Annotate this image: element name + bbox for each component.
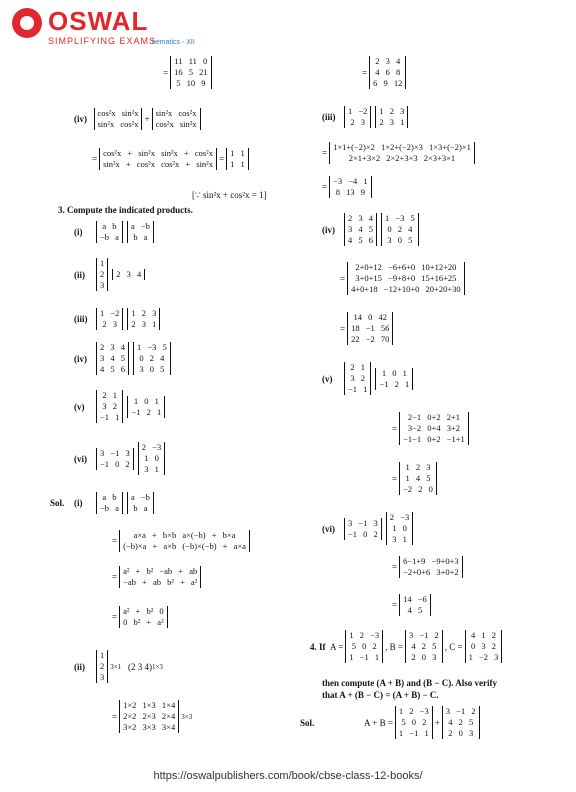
matrix <box>138 442 165 475</box>
matrix-row-text: −2 2 0 <box>403 484 433 494</box>
solution-step: = 6−1+9 −9+0+3 −2+0+6 3+0+2 <box>392 556 465 578</box>
solution-step: = 14 −6 4 5 <box>392 594 433 616</box>
matrix-row-text: 2 <box>100 269 105 279</box>
matrix-row: = 2 3 4 4 6 8 6 9 12 <box>362 56 408 89</box>
solution-label: Sol. <box>50 498 65 508</box>
matrix-row-text: 3 1 <box>392 534 407 544</box>
matrix <box>347 312 393 345</box>
matrix-row-text: 3 <box>100 672 105 682</box>
matrix <box>96 492 123 514</box>
solution-i <box>50 492 156 514</box>
matrix-row-text: b a <box>133 503 148 513</box>
matrix-row-text: 2 1 <box>102 390 118 400</box>
matrix-row-text: 1 2 3 <box>131 308 157 318</box>
matrix <box>405 630 443 663</box>
matrix <box>96 308 123 330</box>
matrix-row-text: 0 2 4 <box>387 224 413 234</box>
brand-name: OSWAL <box>48 6 149 36</box>
solution-step: = 14 0 42 18 −1 56 22 −2 70 <box>340 312 395 345</box>
matrix-row-text: −1 2 1 <box>379 378 410 389</box>
matrix-row-text: 3 −1 2 <box>445 706 476 716</box>
matrix-row-text: cos²x sin²x <box>155 119 197 129</box>
part-label: (v) <box>322 373 333 384</box>
matrix-row-text: 2 −3 <box>141 442 162 452</box>
matrix-row-text: 2 <box>100 661 105 671</box>
matrix-row-text: 5 0 2 <box>351 641 377 651</box>
matrix-row-text: −2+0+6 3+0+2 <box>403 567 459 577</box>
order-label: 1×3 <box>151 662 163 671</box>
matrix-row-text: a² + b² 0 <box>123 606 164 616</box>
matrix-row-text: a −b <box>130 492 150 502</box>
matrix-row-text: 2 1 <box>350 362 366 372</box>
matrix-row-text: 1 0 1 <box>381 367 407 378</box>
matrix-row-text: 0 2 4 <box>139 353 165 363</box>
matrix-row-text: 2 3 <box>102 319 118 329</box>
matrix <box>465 630 503 663</box>
matrix-row-text: 3 0 5 <box>139 364 165 374</box>
matrix-row-text: 2 −3 <box>389 512 410 522</box>
part-label: (vi) <box>74 453 87 464</box>
iii-expression <box>322 106 410 128</box>
matrix <box>96 258 108 291</box>
brand-tagline: SIMPLIFYING EXAMS <box>48 36 157 46</box>
matrix-row-text: 4 6 8 <box>375 67 401 77</box>
matrix <box>226 148 249 170</box>
matrix <box>152 108 201 130</box>
matrix-row-text: 1 −1 1 <box>349 652 380 662</box>
matrix <box>329 176 372 198</box>
matrix-row-text: 8 13 9 <box>335 187 365 197</box>
order-label: 3×3 <box>181 712 193 721</box>
matrix-row-text: 22 −2 70 <box>351 334 390 344</box>
matrix <box>94 108 143 130</box>
matrix-row-text: 2+0+12 −6+6+0 10+12+20 <box>355 262 457 272</box>
matrix-row-text: −1−1 0+2 −1+1 <box>403 434 465 444</box>
matrix-row-text: sin²x + cos²x cos²x + sin²x <box>103 159 213 169</box>
publisher-logo <box>6 6 226 46</box>
matrix-row-text: 1×2 1×3 1×4 <box>123 700 176 710</box>
matrix <box>347 262 465 295</box>
matrix-row-text: 1 1 <box>230 148 245 158</box>
matrix <box>345 630 383 663</box>
matrix-row-text: cos²x sin²x <box>97 108 139 118</box>
matrix-row-text: 4 2 5 <box>411 641 437 651</box>
matrix-row-text: 2 3 <box>350 117 366 127</box>
matrix <box>399 556 463 578</box>
logo-mark-icon <box>12 8 42 38</box>
matrix <box>96 221 123 243</box>
matrix-row-text: a −b <box>130 221 150 231</box>
matrix-row-text: 2 3 4 <box>116 269 142 279</box>
matrix-row-text: 3 4 5 <box>348 224 373 234</box>
matrix <box>375 368 413 390</box>
matrix-row-text: a² + b² −ab + ab <box>123 566 198 576</box>
matrix-row-text: 2−1 0+2 2+1 <box>407 412 460 422</box>
matrix-row-text: 2 3 1 <box>131 319 157 329</box>
matrix-row-text: 5 0 2 <box>401 717 427 727</box>
matrix-row-text: 3 2 <box>350 373 366 383</box>
matrix-row-text: 1 4 5 <box>405 473 431 483</box>
matrix-row-text: a b <box>102 221 117 231</box>
part-label: (ii) <box>74 269 85 280</box>
part-label: (iii) <box>74 314 88 324</box>
matrix <box>96 342 129 375</box>
matrix <box>386 512 413 545</box>
question-part <box>74 390 167 423</box>
matrix <box>112 269 145 280</box>
matrix <box>99 148 217 170</box>
solution-step: = 1×2 1×3 1×4 2×2 2×3 2×4 3×2 3×3 3×4 3×3 <box>112 700 193 732</box>
row-vector: (2 3 4) <box>127 661 152 672</box>
matrix <box>127 221 154 243</box>
matrix-name: A = <box>330 641 344 652</box>
matrix-row-text: 2×2 2×3 2×4 <box>123 711 176 721</box>
solution-ii <box>74 650 163 683</box>
matrix-row-text: 3−2 0+4 3+2 <box>407 423 460 433</box>
matrix <box>395 706 433 739</box>
matrix-row-text: cos²x + sin²x sin²x + cos²x <box>103 148 213 158</box>
matrix-row-text: 3 4 5 <box>100 353 125 363</box>
matrix-name: , C = <box>444 641 463 652</box>
matrix-row-text: 1 2 3 <box>405 462 431 472</box>
matrix-row-text: 4 5 6 <box>348 235 373 245</box>
matrix <box>127 492 154 514</box>
matrix-row-text: 1 2 3 <box>379 106 405 116</box>
matrix-row-text: 5 10 9 <box>176 78 206 88</box>
matrix-row-text: −b a <box>100 232 119 242</box>
matrix <box>127 308 160 330</box>
matrix-name: , B = <box>385 641 403 652</box>
matrix-row-text: 3 <box>100 280 105 290</box>
matrix <box>119 700 179 733</box>
part-label: (ii) <box>74 661 85 672</box>
matrix-row-text: 1 −2 <box>348 106 368 116</box>
solution-4: Sol. A + B = 1 2 −3 5 0 2 1 −1 1 + 3 −1 2 4 2 5 2 0 3 <box>300 706 482 739</box>
matrix-row-text: 3+0+15 −9+8+0 15+16+25 <box>355 273 457 283</box>
question-part <box>74 308 162 330</box>
matrix-row-text: 0 3 2 <box>471 641 497 651</box>
iv-expression <box>322 213 421 246</box>
matrix <box>119 606 168 628</box>
part-label: (i) <box>74 227 83 237</box>
matrix-row-text: 1×1+(−2)×2 1×2+(−2)×3 1×3+(−2)×1 <box>333 142 471 152</box>
matrix-row-text: 6 9 12 <box>373 78 403 88</box>
matrix-row-text: sin²x cos²x <box>155 108 197 118</box>
vi-expression <box>322 512 415 545</box>
matrix <box>119 566 201 588</box>
matrix-row-text: 14 −6 <box>403 594 427 604</box>
matrix-row-text: 1 −3 5 <box>385 213 415 223</box>
solution-step: = 2+0+12 −6+6+0 10+12+20 3+0+15 −9+8+0 15+16+25 4+0+18 −12+10+0 20+20+30 <box>340 262 467 295</box>
part-label: (iii) <box>322 112 336 122</box>
iv-result: = cos²x + sin²x sin²x + cos²x sin²x + cos²x cos²x + sin²x = 1 1 1 1 <box>92 148 251 170</box>
matrix-row-text: b a <box>133 232 148 242</box>
part-label: (v) <box>74 401 85 412</box>
matrix-row-text: 14 0 42 <box>353 312 387 322</box>
part-label: (iv) <box>74 353 87 364</box>
question-3: 3. Compute the indicated products. <box>58 205 193 215</box>
matrix <box>133 342 171 375</box>
matrix-row-text: 2×1+3×2 2×2+3×3 2×3+3×1 <box>348 153 456 163</box>
matrix-row-text: 4+0+18 −12+10+0 20+20+30 <box>351 284 461 294</box>
matrix <box>119 530 250 552</box>
matrix-row-text: −1 1 <box>100 412 120 422</box>
iv-expression: (iv) cos²x sin²x sin²x cos²x + sin²x cos²x cos²x sin²x <box>74 108 203 130</box>
matrix-row-text: −1 2 1 <box>131 406 162 417</box>
matrix-row-text: 4 2 5 <box>448 717 474 727</box>
footer-url: https://oswalpublishers.com/book/cbse-class-12-books/ <box>153 770 423 782</box>
question-4 <box>310 630 504 663</box>
matrix-row-text: 1 <box>100 258 105 268</box>
matrix <box>344 518 382 540</box>
solution-step: = a² + b² 0 0 b² + a² <box>112 606 170 628</box>
matrix-row-text: 2 0 3 <box>411 652 437 662</box>
question-label: 4. If <box>310 641 326 652</box>
part-label: (vi) <box>322 523 335 534</box>
matrix-row-text: 3×2 3×3 3×4 <box>123 722 176 732</box>
matrix <box>127 396 165 418</box>
matrix <box>375 106 408 128</box>
part-label: (iv) <box>74 114 87 124</box>
matrix <box>399 412 469 445</box>
matrix-row-text: 2 3 1 <box>379 117 405 127</box>
matrix-row-text: 1 −3 5 <box>137 342 167 352</box>
matrix <box>96 448 134 470</box>
solution-step: = a×a + b×b a×(−b) + b×a (−b)×a + a×b (−b)×(−b) + a×a <box>112 530 252 552</box>
matrix-row-text: 18 −1 56 <box>351 323 390 333</box>
matrix-row-text: 1 2 −3 <box>398 706 429 716</box>
matrix <box>329 142 475 164</box>
matrix-row-text: 1 2 −3 <box>349 630 380 640</box>
matrix-row-text: −1 0 2 <box>100 458 130 469</box>
question-part <box>74 221 156 243</box>
matrix <box>344 362 371 395</box>
matrix-row-text: 3 2 <box>102 401 118 411</box>
matrix-row-text: 3 −1 3 <box>348 517 378 528</box>
solution-step: = 1 2 3 1 4 5 −2 2 0 <box>392 462 439 495</box>
solution-step: = a² + b² −ab + ab −ab + ab b² + a² <box>112 566 203 588</box>
matrix-row-text: 3 0 5 <box>387 235 413 245</box>
matrix-row-text: 4 1 2 <box>471 630 497 640</box>
matrix-row-text: −1 0 2 <box>348 528 378 539</box>
matrix-row-text: −ab + ab b² + a² <box>123 577 198 587</box>
matrix-row-text: 3 −1 2 <box>408 630 439 640</box>
matrix-row-text: 3 1 <box>144 464 159 474</box>
question-4-text: that A + (B − C) = (A + B) − C. <box>322 690 439 700</box>
matrix <box>399 462 437 495</box>
part-label: (i) <box>74 498 83 508</box>
matrix-row-text: a×a + b×b a×(−b) + b×a <box>133 530 236 540</box>
question-4-text: then compute (A + B) and (B − C). Also verify <box>322 678 498 688</box>
solution-step: = −3 −4 1 8 13 9 <box>322 176 374 198</box>
matrix-row-text: 2 3 4 <box>100 342 125 352</box>
matrix-row-text: −3 −4 1 <box>333 176 368 186</box>
matrix-row-text: (−b)×a + a×b (−b)×(−b) + a×a <box>123 541 246 551</box>
matrix-row-text: 2 3 4 <box>375 56 401 66</box>
matrix-row-text: 1 0 <box>392 523 407 533</box>
solution-label: Sol. <box>300 717 315 728</box>
matrix <box>442 706 480 739</box>
matrix-row-text: 1 −1 1 <box>398 728 429 738</box>
matrix-row-text: 6−1+9 −9+0+3 <box>403 556 459 566</box>
order-label: 3×1 <box>110 662 122 671</box>
solution-step: = 1×1+(−2)×2 1×2+(−2)×3 1×3+(−2)×1 2×1+3×2 2×2+3×3 2×3+3×1 <box>322 142 477 164</box>
matrix <box>369 56 406 89</box>
matrix-row-text: 16 5 21 <box>174 67 208 77</box>
expression-label: A + B = <box>364 717 393 728</box>
matrix-row-text: 1 1 <box>230 159 245 169</box>
matrix-row-text: 0 b² + a² <box>123 617 164 627</box>
matrix-row-text: 4 5 6 <box>100 364 125 374</box>
matrix-row-text: 1 −2 <box>100 308 120 318</box>
matrix-row-text: 2 3 4 <box>348 213 373 223</box>
matrix-row-text: 4 5 <box>407 605 423 615</box>
identity-note: [∵ sin²x + cos²x = 1] <box>192 190 267 200</box>
matrix <box>96 390 123 423</box>
matrix <box>399 594 431 616</box>
matrix <box>96 650 108 683</box>
v-expression <box>322 362 415 395</box>
matrix-row-text: a b <box>102 492 117 502</box>
matrix-row-text: 2 0 3 <box>448 728 474 738</box>
part-label: (iv) <box>322 224 335 235</box>
question-part <box>74 442 167 475</box>
matrix-row-text: 1 0 <box>144 453 159 463</box>
matrix <box>344 213 377 246</box>
question-part <box>74 342 173 375</box>
matrix-row-text: 3 −1 3 <box>100 447 130 458</box>
matrix-row-text: 1 −2 3 <box>468 652 499 662</box>
matrix-row-text: −b a <box>100 503 119 513</box>
question-part <box>74 258 147 291</box>
chapter-title: hematics - XII <box>152 39 195 46</box>
matrix <box>170 56 212 89</box>
matrix-row-text: 11 11 0 <box>174 56 208 66</box>
matrix-row-text: 1 0 1 <box>133 395 159 406</box>
matrix-row: = 11 11 0 16 5 21 5 10 9 <box>163 56 214 89</box>
matrix-row-text: −1 1 <box>348 384 368 394</box>
matrix-row-text: sin²x cos²x <box>97 119 139 129</box>
matrix-row-text: 1 <box>100 650 105 660</box>
matrix <box>381 213 419 246</box>
solution-step: = 2−1 0+2 2+1 3−2 0+4 3+2 −1−1 0+2 −1+1 <box>392 412 471 445</box>
matrix <box>344 106 371 128</box>
